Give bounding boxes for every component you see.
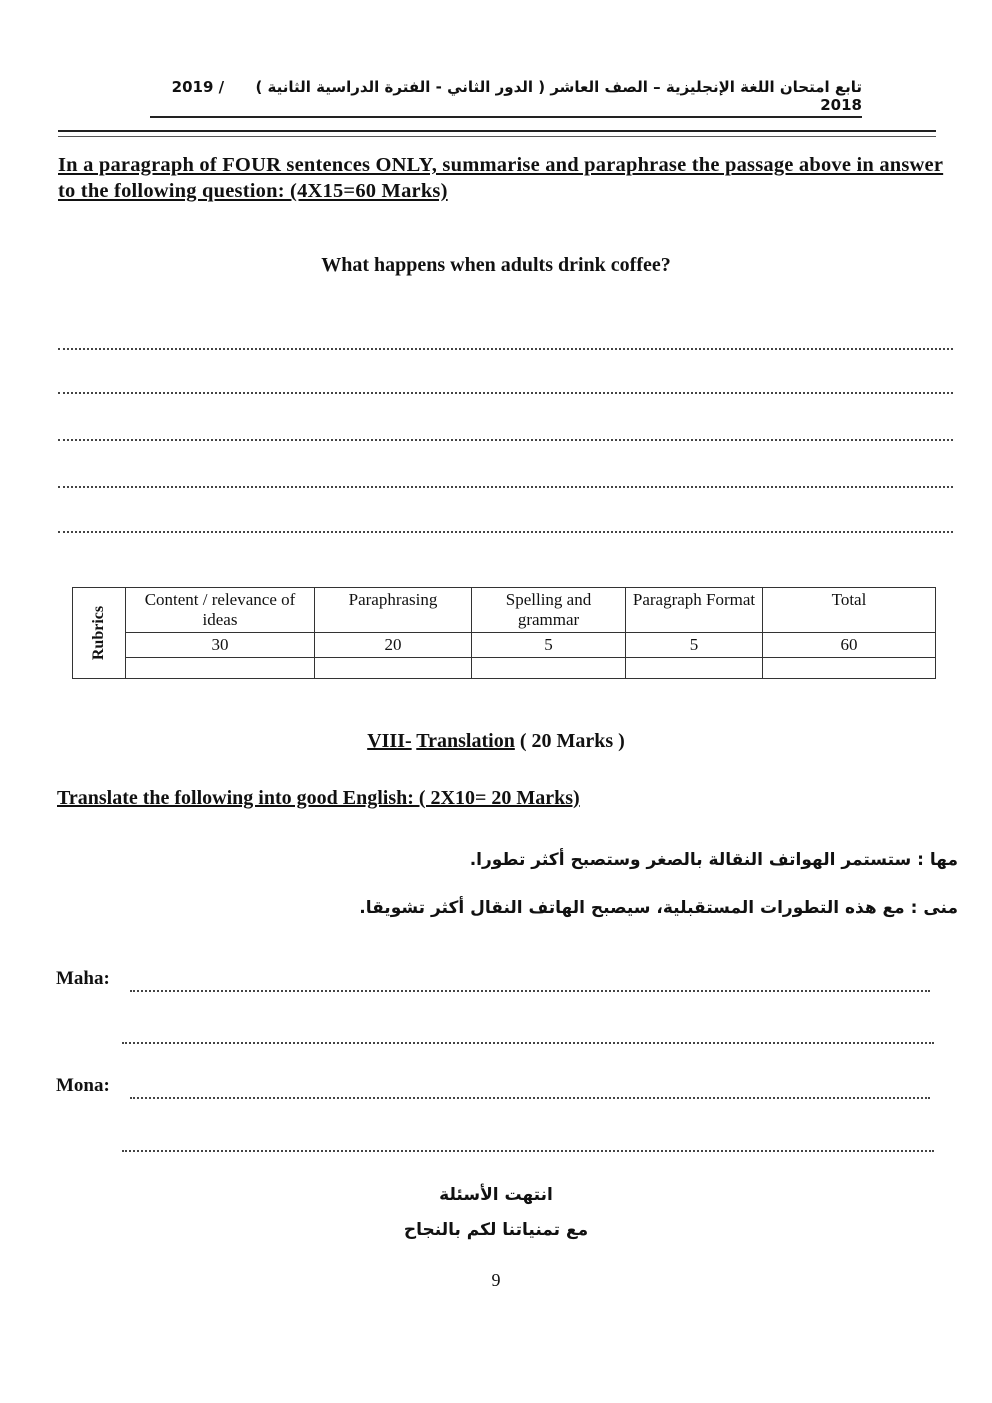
mona-answer-line-1[interactable] <box>130 1097 930 1099</box>
exam-year: 2019 / 2018 <box>171 78 862 114</box>
answer-line-5[interactable] <box>58 531 953 533</box>
answer-line-2[interactable] <box>58 392 953 394</box>
rubric-mark-total: 60 <box>763 633 936 658</box>
rubric-marks-row <box>73 633 936 658</box>
maha-answer-line-1[interactable] <box>130 990 930 992</box>
answer-line-4[interactable] <box>58 486 953 488</box>
section-marks: ( 20 Marks ) <box>519 730 625 752</box>
rubric-header-content: Content / relevance of ideas <box>126 588 315 633</box>
answer-line-1[interactable] <box>58 348 953 350</box>
closing-line-2: مع تمنياتنا لكم بالنجاح <box>403 1220 589 1240</box>
answer-line-3[interactable] <box>58 439 953 441</box>
summary-question: What happens when adults drink coffee? <box>321 254 671 276</box>
mona-answer-line-2[interactable] <box>122 1150 934 1152</box>
rubric-score-total[interactable] <box>763 658 936 679</box>
section-name: Translation <box>416 730 515 752</box>
maha-label: Maha: <box>56 968 110 989</box>
rubric-score-content[interactable] <box>126 658 315 679</box>
section-number: VIII- <box>367 730 412 752</box>
rubric-label-cell <box>73 588 126 679</box>
closing-line-1: انتهت الأسئلة <box>439 1185 553 1205</box>
rubric-score-spelling[interactable] <box>472 658 626 679</box>
arabic-sentence-maha: مها : ستستمر الهواتف النقالة بالصغر وستصبح أكثر تطورا. <box>469 850 958 870</box>
rubric-score-paraphrasing[interactable] <box>315 658 472 679</box>
translation-section-title <box>0 730 992 753</box>
arabic-sentence-mona: منى : مع هذه التطورات المستقبلية، سيصبح الهاتف النقال أكثر تشويقا. <box>359 898 958 918</box>
translation-instruction: Translate the following into good English: ( 2X10= 20 Marks) <box>57 787 580 809</box>
rubric-header-spelling: Spelling and grammar <box>472 588 626 633</box>
rubric-mark-paraphrasing: 20 <box>315 633 472 658</box>
header-divider <box>58 130 936 137</box>
rubric-mark-spelling: 5 <box>472 633 626 658</box>
rubric-header-format: Paragraph Format <box>626 588 763 633</box>
rubric-header-paraphrasing: Paraphrasing <box>315 588 472 633</box>
rubric-mark-format: 5 <box>626 633 763 658</box>
rubric-mark-content: 30 <box>126 633 315 658</box>
rubric-label: Rubrics <box>90 605 107 661</box>
maha-answer-line-2[interactable] <box>122 1042 934 1044</box>
rubric-table <box>72 587 936 679</box>
page-number: 9 <box>491 1270 501 1290</box>
rubric-score-format[interactable] <box>626 658 763 679</box>
rubric-score-row <box>73 658 936 679</box>
rubric-header-row <box>73 588 936 633</box>
exam-header <box>150 78 862 118</box>
exam-header-title: تابع امتحان اللغة الإنجليزية – الصف العاشر ( الدور الثاني - الفترة الدراسية الثانية ) <box>255 78 862 96</box>
rubric-header-total: Total <box>763 588 936 633</box>
mona-label: Mona: <box>56 1075 110 1096</box>
summary-instruction: In a paragraph of FOUR sentences ONLY, summarise and paraphrase the passage above in answer to the following question: (4X15=60 Marks) <box>58 154 944 202</box>
